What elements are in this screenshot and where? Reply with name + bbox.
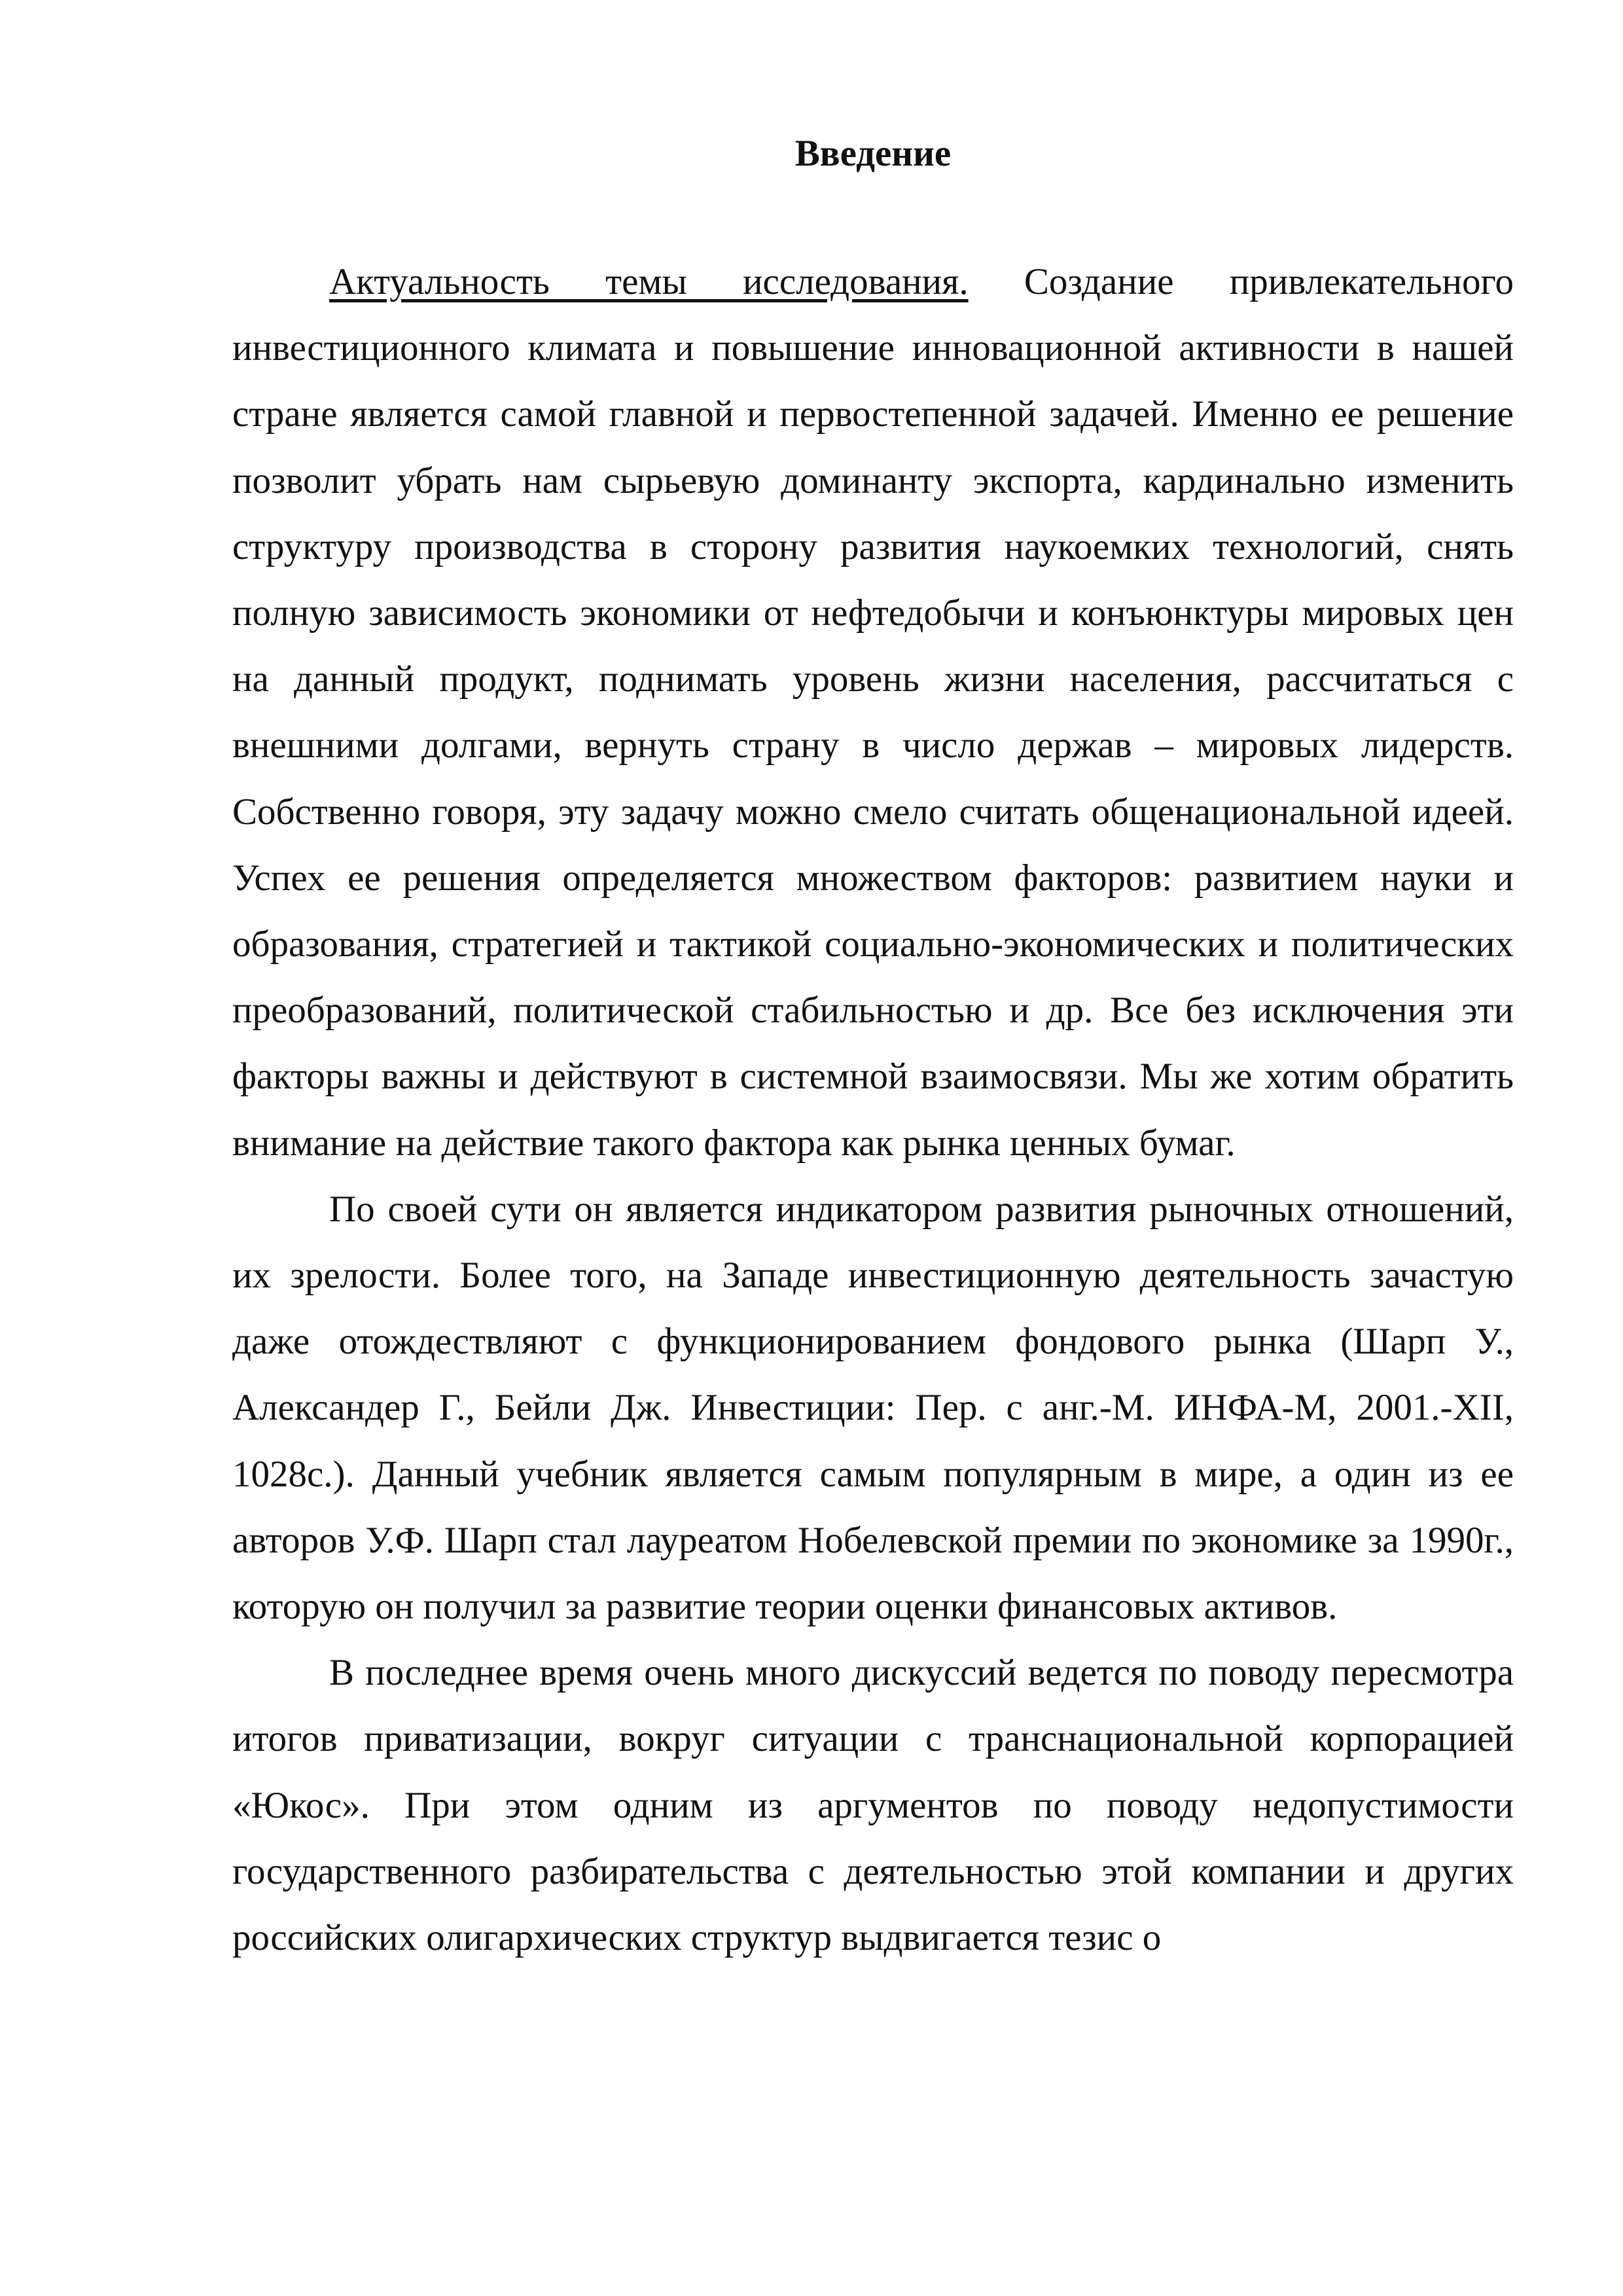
paragraph-market-indicator: По своей сути он является индикатором развития рыночных отношений, их зрелости. Более того, на Западе инвестиционную деятельность зачастую даже отождествляют с функционированием фондового рынка (Шарп У., Александер Г., Бейли Дж. Инвестиции: Пер. с анг.-М. ИНФА-М, 2001.-XII, 1028с.). Данный учебник является самым популярным в мире, а один из ее авторов У.Ф. Шарп стал лауреатом Нобелевской премии по экономике за 1990г., которую он получил за развитие теории оценки финансовых активов. bbox=[232, 1188, 1514, 1628]
paragraph-privatization: В последнее время очень много дискуссий ведется по поводу пересмотра итогов приватизации, вокруг ситуации с транснациональной корпорацией «Юкос». При этом одним из аргументов по поводу недопустимости государственного разбирательства с деятельностью этой компании и других российских олигархических структур выдвигается тезис о bbox=[232, 1652, 1514, 1959]
document-page bbox=[232, 131, 1514, 1971]
paragraph-relevance bbox=[232, 249, 1514, 1176]
relevance-heading: Актуальность темы исследования. bbox=[329, 261, 969, 302]
paragraph-text: Создание привлекательного инвестиционного климата и повышение инновационной активности в нашей стране является самой главной и первостепенной задачей. Именно ее решение позволит убрать нам сырьевую доминанту экспорта, кардинально изменить структуру производства в сторону развития наукоемких технологий, снять полную зависимость экономики от нефтедобычи и конъюнктуры мировых цен на данный продукт, поднимать уровень жизни населения, рассчитаться с внешними долгами, вернуть страну в число держав – мировых лидерств. Собственно говоря, эту задачу можно смело считать общенациональной идеей. Успех ее решения определяется множеством факторов: развитием науки и образования, стратегией и тактикой социально-экономических и политических преобразований, политической стабильностью и др. Все без исключения эти факторы важны и действуют в системной взаимосвязи. Мы же хотим обратить внимание на действие такого фактора как рынка ценных бумаг. bbox=[232, 261, 1514, 1164]
page-title: Введение bbox=[794, 133, 952, 174]
